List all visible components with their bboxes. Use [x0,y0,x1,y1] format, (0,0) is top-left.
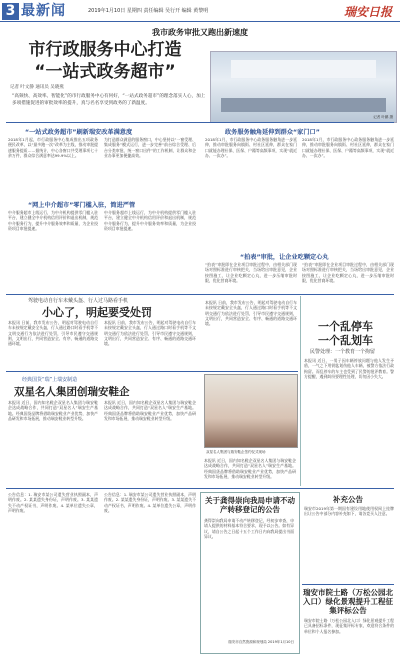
lead-col-4b: 中介服务超市上线运行，为中介机构提供零门槛入驻平台，建立健全中介机构信用评价和退出机制，规范中介服务行为，提升中介服务效率和质量，为企业投资项目审批提速。 [104,210,196,231]
lead-col-3b: 2018年1月，市行政服务中心政务服务触角进一步延伸，推动审批服务向镇街、村社区延伸，群众在家门口就能办理社保、医保、户籍等高频事项，实现“就近办、一次办”。 [302,137,394,158]
story4-photo [204,374,298,448]
story4-kicker: 经典国货“瑞”上瑞安制造 [22,377,78,383]
lead-col-3: 2018年1月，市行政服务中心政务服务触角进一步延伸，推动审批服务向镇街、村社区延伸，群众在家门口就能办理社保、医保、户籍等高频事项，实现“就近办、一次办”。 [205,137,297,158]
lead-photo [210,51,397,123]
story2-col-3: 本报讯 日前，我市发布公告，明起对驾驶电动自行车未按规定戴安全头盔，行人通过路口时看手机等不文明交通行为依法进行处罚，引导市民遵守交通规则，文明出行，共同营造安全、有序、畅通的道路交通环境。 [205,300,297,327]
story4-col-1: 本报讯 近日，国内知名鞋企双星名人集团与瑞安鞋企达成战略合作，共同打造“双星名人”瑞安生产基地。经典国货品牌将借助瑞安鞋业产业优势，加快产品研发和市场拓展，推动瑞安鞋业转型升级。 [8,400,98,421]
story3-body: 本报讯 近日，一男子因车辆停放问题与他人发生矛盾，一气之下用钥匙划伤他人车辆，被警方依法行政拘留。而乱停车的车主也受到了民警的批评教育。警方提醒，遇到纠纷要理性处理，切勿因小失大。 [304,358,394,379]
story3-title-1: 一个乱停车 [318,320,373,333]
divider [302,584,394,585]
story4-col-2: 本报讯 近日，国内知名鞋企双星名人集团与瑞安鞋企达成战略合作，共同打造“双星名人”瑞安生产基地。经典国货品牌将借助瑞安鞋业产业优势，加快产品研发和市场拓展，推动瑞安鞋业转型升级。 [104,400,196,421]
column-divider [300,296,301,486]
notice-1-title: 关于龚得崇向我局申请不动产转移登记的公告 [205,496,295,514]
story2-col-2: 本报讯 日前，我市发布公告，明起对驾驶电动自行车未按规定戴安全头盔，行人通过路口时看手机等不文明交通行为依法进行处罚，引导市民遵守交通规则，文明出行，共同营造安全、有序、畅通的道路交通环境。 [104,320,196,347]
lead-col-5: “拍表”审批即在企业项目审批过程中，由相关部门现场对照标准进行审核把关，当场给出审批意见，企业按图施工，让企业吃颗定心丸，进一步压缩审批时限，优化营商环境。 [205,262,297,283]
story2-title: 小心了，明起要受处罚 [42,306,152,319]
lead-col-4: 中介服务超市上线运行，为中介机构提供零门槛入驻平台，建立健全中介机构信用评价和退出机制，规范中介服务行为，提升中介服务效率和质量，为企业投资项目审批提速。 [8,210,98,231]
story2-kicker: 驾驶电动自行车未戴头盔、行人过马路看手机 [28,298,129,304]
divider [6,122,394,123]
subhead-3: “网上中介超市”零门槛入驻，简进严管 [28,202,136,209]
lead-col-2: 为打造群众满意的服务窗口，中心坚持以“一窗受理、集成服务”模式运行，进一步完善“前台综合受理、后台分类审批、统一窗口出件”的工作机制，让群众和企业办事更加便捷高效。 [104,137,196,158]
notice-3-title: 瑞安市院士路（万松公园北入口）绿化景观提升工程征集评标公告 [303,588,393,615]
notice-list-2: 公告信息：1. 瑞安市某公司遗失营业执照副本，声明作废。2. 某某遗失身份证，声明作废。3. 某某遗失不动产权证书，声明作废。4. 某单位遗失公章，声明作废。 [104,492,196,513]
notice-1-body: 龚得崇向我局申请不动产转移登记，经初步审查，申请人提供的材料基本符合要求，现予以公告。如有异议，请自公告之日起十五个工作日内向我局提出书面异议。 [204,518,294,539]
notice-list-1: 公告信息：1. 瑞安市某公司遗失营业执照副本，声明作废。2. 某某遗失身份证，声明作废。3. 某某遗失不动产权证书，声明作废。4. 某单位遗失公章，声明作废。 [8,492,98,513]
lead-col-5b: “拍表”审批即在企业项目审批过程中，由相关部门现场对照标准进行审核把关，当场给出审批意见，企业按图施工，让企业吃颗定心丸，进一步压缩审批时限，优化营商环境。 [302,262,394,283]
notice-2-body: 瑞安市2019年第一期国有建设用地使用权网上挂牌出让公告中部分内容补充如下，请各竞买人注意。 [304,506,394,517]
lead-col-1: 2018年1月起，市行政服务中心集成推出五项政务便民改革，以“最多跑一次”改革为主线，推动审批提速服务提质……据统计，中心各窗口共受理事项七十余万件，群众综合满意率达99.9%以上。 [8,137,98,158]
lead-subtitle: 我市政务审批又跑出新速度 [152,28,248,37]
story4-title: 双星名人集团创瑞安鞋企 [14,386,130,398]
subhead-1: “一站式政务超市”刷新瑞安改革满意度 [25,129,133,136]
notice-1-sign: 瑞安市自然资源和规划局 2019年1月10日 [228,640,294,644]
notice-3-body: 瑞安市院士路（万松公园北入口）绿化景观提升工程已具备招标条件，现征集评标专家，欢迎符合条件的单位和个人报名参加。 [304,618,394,634]
lead-photo-caption: 记者 叶鹏 摄 [373,115,393,119]
subhead-4: “拍表”审批，让企业吃颗定心丸 [240,254,329,261]
divider [6,371,298,372]
story3-subtitle: 民警处理：一个教育一个拘留 [310,349,376,355]
story3-title-2: 一个乱划车 [318,334,373,347]
lead-paragraph: “高频快、高效率、智能化”的市行政服务中心有何好，“一站式政务超市”的理念落实人心，加上多项措施促进的审批效率的提升，真与名名享受到政务的了新温度。 [12,94,206,106]
lead-title-line1: 市行政服务中心打造 [28,40,182,60]
section-title: 最新闻 [21,3,66,19]
lead-title-line2: “一站式政务超市” [34,62,176,82]
subhead-2: 政务服务触角延伸到群众“家门口” [225,129,320,136]
newspaper-logo: 瑞安日报 [343,5,392,19]
story2-col-1: 本报讯 日前，我市发布公告，明起对驾驶电动自行车未按规定戴安全头盔，行人通过路口时看手机等不文明交通行为依法进行处罚，引导市民遵守交通规则，文明出行，共同营造安全、有序、畅通的道路交通环境。 [8,320,98,347]
issue-meta: 2019年1月10日 星期四 责任编辑 吴行开 编辑 黄黎明 [88,8,209,14]
page-number: 3 [2,3,19,20]
divider [6,294,394,295]
page-header [0,0,400,22]
header-rule [0,21,400,22]
lead-byline: 记者 叶文静 通讯员 吴晓燕 [10,85,64,90]
story4-col-3: 本报讯 近日，国内知名鞋企双星名人集团与瑞安鞋企达成战略合作，共同打造“双星名人”瑞安生产基地。经典国货品牌将借助瑞安鞋业产业优势，加快产品研发和市场拓展，推动瑞安鞋业转型升级。 [204,458,296,479]
divider [6,488,394,489]
notice-2-title: 补充公告 [333,495,363,504]
story4-photo-caption: 双星名人集团与瑞安鞋企签约仪式现场 [206,450,266,454]
